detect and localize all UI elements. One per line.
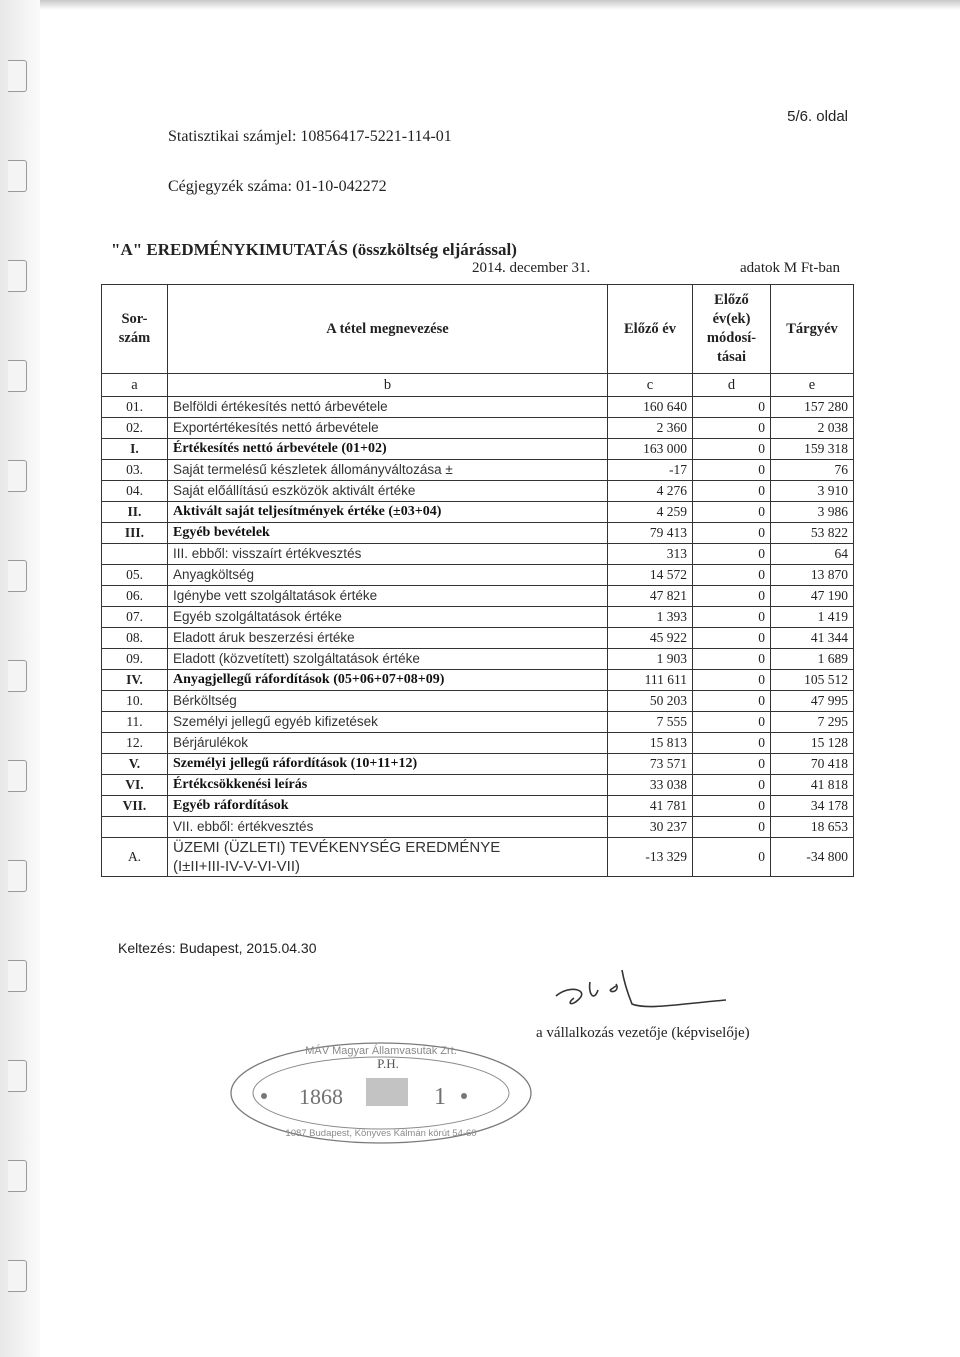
row-name: Aktivált saját teljesítmények értéke (±03+04) xyxy=(168,502,608,523)
row-name: Személyi jellegű ráfordítások (10+11+12) xyxy=(168,754,608,775)
row-current-year: 41 344 xyxy=(771,628,854,649)
row-current-year: 2 038 xyxy=(771,418,854,439)
row-number: 03. xyxy=(102,460,168,481)
row-modifications: 0 xyxy=(693,754,771,775)
row-number: 11. xyxy=(102,712,168,733)
column-letter: a xyxy=(102,374,168,397)
row-previous-year: -17 xyxy=(608,460,693,481)
table-row xyxy=(102,607,854,628)
row-current-year: 64 xyxy=(771,544,854,565)
row-number: 08. xyxy=(102,628,168,649)
row-name: Eladott áruk beszerzési értéke xyxy=(168,628,608,649)
table-row xyxy=(102,481,854,502)
signature xyxy=(550,960,750,1020)
units-note: adatok M Ft-ban xyxy=(740,260,840,276)
row-modifications: 0 xyxy=(693,397,771,418)
row-previous-year: 41 781 xyxy=(608,796,693,817)
column-letter: c xyxy=(608,374,693,397)
row-number: 04. xyxy=(102,481,168,502)
row-previous-year: 30 237 xyxy=(608,817,693,838)
row-previous-year: 163 000 xyxy=(608,439,693,460)
punch-hole xyxy=(8,260,27,292)
row-current-year: 159 318 xyxy=(771,439,854,460)
row-modifications: 0 xyxy=(693,817,771,838)
table-row xyxy=(102,544,854,565)
punch-hole xyxy=(8,1060,27,1092)
row-number: VI. xyxy=(102,775,168,796)
table-row xyxy=(102,817,854,838)
row-number xyxy=(102,544,168,565)
row-modifications: 0 xyxy=(693,838,771,877)
table-row xyxy=(102,733,854,754)
row-current-year: 34 178 xyxy=(771,796,854,817)
row-number xyxy=(102,817,168,838)
table-row xyxy=(102,628,854,649)
row-name: Igénybe vett szolgáltatások értéke xyxy=(168,586,608,607)
row-current-year: 1 419 xyxy=(771,607,854,628)
row-name: Bérköltség xyxy=(168,691,608,712)
row-current-year: 1 689 xyxy=(771,649,854,670)
row-number: 02. xyxy=(102,418,168,439)
table-body xyxy=(102,397,854,877)
table-row xyxy=(102,439,854,460)
row-number: 09. xyxy=(102,649,168,670)
row-modifications: 0 xyxy=(693,649,771,670)
page-number: 5/6. oldal xyxy=(787,108,848,125)
row-current-year: 41 818 xyxy=(771,775,854,796)
row-current-year: 15 128 xyxy=(771,733,854,754)
row-previous-year: 1 393 xyxy=(608,607,693,628)
punch-hole xyxy=(8,460,27,492)
column-header-name: A tétel megnevezése xyxy=(168,285,608,374)
stamp-logo xyxy=(366,1078,408,1106)
row-previous-year: 4 259 xyxy=(608,502,693,523)
row-name: Egyéb ráfordítások xyxy=(168,796,608,817)
row-modifications: 0 xyxy=(693,439,771,460)
date-line: Keltezés: Budapest, 2015.04.30 xyxy=(118,940,317,956)
row-name: Exportértékesítés nettó árbevétele xyxy=(168,418,608,439)
stamp-number: 1 xyxy=(434,1084,446,1110)
row-current-year: -34 800 xyxy=(771,838,854,877)
row-number: A. xyxy=(102,838,168,877)
row-number: IV. xyxy=(102,670,168,691)
row-modifications: 0 xyxy=(693,796,771,817)
table-row xyxy=(102,649,854,670)
row-name: VII. ebből: értékvesztés xyxy=(168,817,608,838)
row-previous-year: 1 903 xyxy=(608,649,693,670)
row-modifications: 0 xyxy=(693,670,771,691)
stamp-top-text: MÁV Magyar Államvasutak Zrt. xyxy=(305,1045,457,1057)
row-number: 12. xyxy=(102,733,168,754)
row-modifications: 0 xyxy=(693,523,771,544)
column-header-previous: Előző év xyxy=(608,285,693,374)
row-modifications: 0 xyxy=(693,628,771,649)
document-date: 2014. december 31. xyxy=(472,260,591,276)
row-current-year: 7 295 xyxy=(771,712,854,733)
stamp-bottom-text: 1087 Budapest, Könyves Kálmán körút 54-60 xyxy=(285,1128,477,1139)
row-number: II. xyxy=(102,502,168,523)
punch-hole xyxy=(8,860,27,892)
company-stamp xyxy=(226,1038,536,1148)
table-row xyxy=(102,565,854,586)
row-previous-year: 160 640 xyxy=(608,397,693,418)
row-name-line: (I±II+III-IV-V-VI-VII) xyxy=(173,858,301,875)
company-registration: Cégjegyzék száma: 01-10-042272 xyxy=(168,178,387,195)
row-name: Anyagjellegű ráfordítások (05+06+07+08+09) xyxy=(168,670,608,691)
row-modifications: 0 xyxy=(693,418,771,439)
row-modifications: 0 xyxy=(693,565,771,586)
row-modifications: 0 xyxy=(693,775,771,796)
row-modifications: 0 xyxy=(693,607,771,628)
row-number: III. xyxy=(102,523,168,544)
income-statement-table xyxy=(101,284,853,877)
punch-hole xyxy=(8,560,27,592)
table-row xyxy=(102,460,854,481)
punch-hole xyxy=(8,1260,27,1292)
scan-shadow xyxy=(40,0,960,10)
statistical-number: Statisztikai számjel: 10856417-5221-114-01 xyxy=(168,128,452,145)
row-previous-year: 47 821 xyxy=(608,586,693,607)
punch-hole xyxy=(8,960,27,992)
row-previous-year: 4 276 xyxy=(608,481,693,502)
signatory-label: a vállalkozás vezetője (képviselője) xyxy=(536,1025,750,1041)
row-current-year: 53 822 xyxy=(771,523,854,544)
row-number: V. xyxy=(102,754,168,775)
row-current-year: 47 995 xyxy=(771,691,854,712)
punch-hole xyxy=(8,160,27,192)
row-modifications: 0 xyxy=(693,586,771,607)
row-previous-year: 45 922 xyxy=(608,628,693,649)
table-row-operating-result xyxy=(102,838,854,877)
punch-hole xyxy=(8,360,27,392)
row-previous-year: -13 329 xyxy=(608,838,693,877)
row-name: Bérjárulékok xyxy=(168,733,608,754)
row-previous-year: 2 360 xyxy=(608,418,693,439)
table-row xyxy=(102,502,854,523)
table-row xyxy=(102,796,854,817)
row-current-year: 76 xyxy=(771,460,854,481)
document-title: "A" EREDMÉNYKIMUTATÁS (összköltség eljárással) xyxy=(111,240,517,259)
row-name xyxy=(168,838,608,877)
row-current-year: 47 190 xyxy=(771,586,854,607)
row-modifications: 0 xyxy=(693,691,771,712)
row-previous-year: 79 413 xyxy=(608,523,693,544)
column-header-modifications: Előző év(ek) módosí-tásai xyxy=(693,285,771,374)
table-row xyxy=(102,775,854,796)
row-name: III. ebből: visszaírt értékvesztés xyxy=(168,544,608,565)
row-name: Egyéb szolgáltatások értéke xyxy=(168,607,608,628)
row-name: Egyéb bevételek xyxy=(168,523,608,544)
row-current-year: 70 418 xyxy=(771,754,854,775)
row-number: 07. xyxy=(102,607,168,628)
row-number: I. xyxy=(102,439,168,460)
stamp-dot xyxy=(461,1093,467,1099)
row-name-line: ÜZEMI (ÜZLETI) TEVÉKENYSÉG EREDMÉNYE xyxy=(173,839,501,856)
row-previous-year: 73 571 xyxy=(608,754,693,775)
row-current-year: 3 910 xyxy=(771,481,854,502)
punch-hole xyxy=(8,60,27,92)
row-modifications: 0 xyxy=(693,733,771,754)
row-modifications: 0 xyxy=(693,481,771,502)
row-current-year: 18 653 xyxy=(771,817,854,838)
row-number: 05. xyxy=(102,565,168,586)
row-name: Belföldi értékesítés nettó árbevétele xyxy=(168,397,608,418)
row-number: 10. xyxy=(102,691,168,712)
row-previous-year: 50 203 xyxy=(608,691,693,712)
column-header-number: Sor-szám xyxy=(102,285,168,374)
table-row xyxy=(102,691,854,712)
row-previous-year: 313 xyxy=(608,544,693,565)
row-name: Anyagköltség xyxy=(168,565,608,586)
stamp-year: 1868 xyxy=(299,1084,343,1109)
row-number: 01. xyxy=(102,397,168,418)
table-row xyxy=(102,712,854,733)
row-name: Értékcsökkenési leírás xyxy=(168,775,608,796)
row-previous-year: 111 611 xyxy=(608,670,693,691)
row-number: VII. xyxy=(102,796,168,817)
row-current-year: 3 986 xyxy=(771,502,854,523)
table-row xyxy=(102,754,854,775)
stamp-dot xyxy=(261,1093,267,1099)
punch-hole xyxy=(8,760,27,792)
table-row xyxy=(102,397,854,418)
stamp-ph: P.H. xyxy=(377,1056,399,1071)
binder-edge xyxy=(0,0,40,1357)
column-letter: b xyxy=(168,374,608,397)
row-previous-year: 14 572 xyxy=(608,565,693,586)
row-modifications: 0 xyxy=(693,502,771,523)
row-name: Személyi jellegű egyéb kifizetések xyxy=(168,712,608,733)
row-name: Saját előállítású eszközök aktivált értéke xyxy=(168,481,608,502)
table-row xyxy=(102,523,854,544)
row-current-year: 105 512 xyxy=(771,670,854,691)
row-name: Saját termelésű készletek állományváltozása ± xyxy=(168,460,608,481)
column-letter: e xyxy=(771,374,854,397)
row-previous-year: 7 555 xyxy=(608,712,693,733)
row-modifications: 0 xyxy=(693,712,771,733)
row-current-year: 13 870 xyxy=(771,565,854,586)
row-name: Eladott (közvetített) szolgáltatások értéke xyxy=(168,649,608,670)
punch-hole xyxy=(8,1160,27,1192)
row-modifications: 0 xyxy=(693,460,771,481)
row-current-year: 157 280 xyxy=(771,397,854,418)
table-row xyxy=(102,418,854,439)
row-number: 06. xyxy=(102,586,168,607)
table-row xyxy=(102,670,854,691)
row-previous-year: 33 038 xyxy=(608,775,693,796)
punch-hole xyxy=(8,660,27,692)
column-header-current: Tárgyév xyxy=(771,285,854,374)
row-modifications: 0 xyxy=(693,544,771,565)
table-row xyxy=(102,586,854,607)
column-letter: d xyxy=(693,374,771,397)
row-previous-year: 15 813 xyxy=(608,733,693,754)
row-name: Értékesítés nettó árbevétele (01+02) xyxy=(168,439,608,460)
